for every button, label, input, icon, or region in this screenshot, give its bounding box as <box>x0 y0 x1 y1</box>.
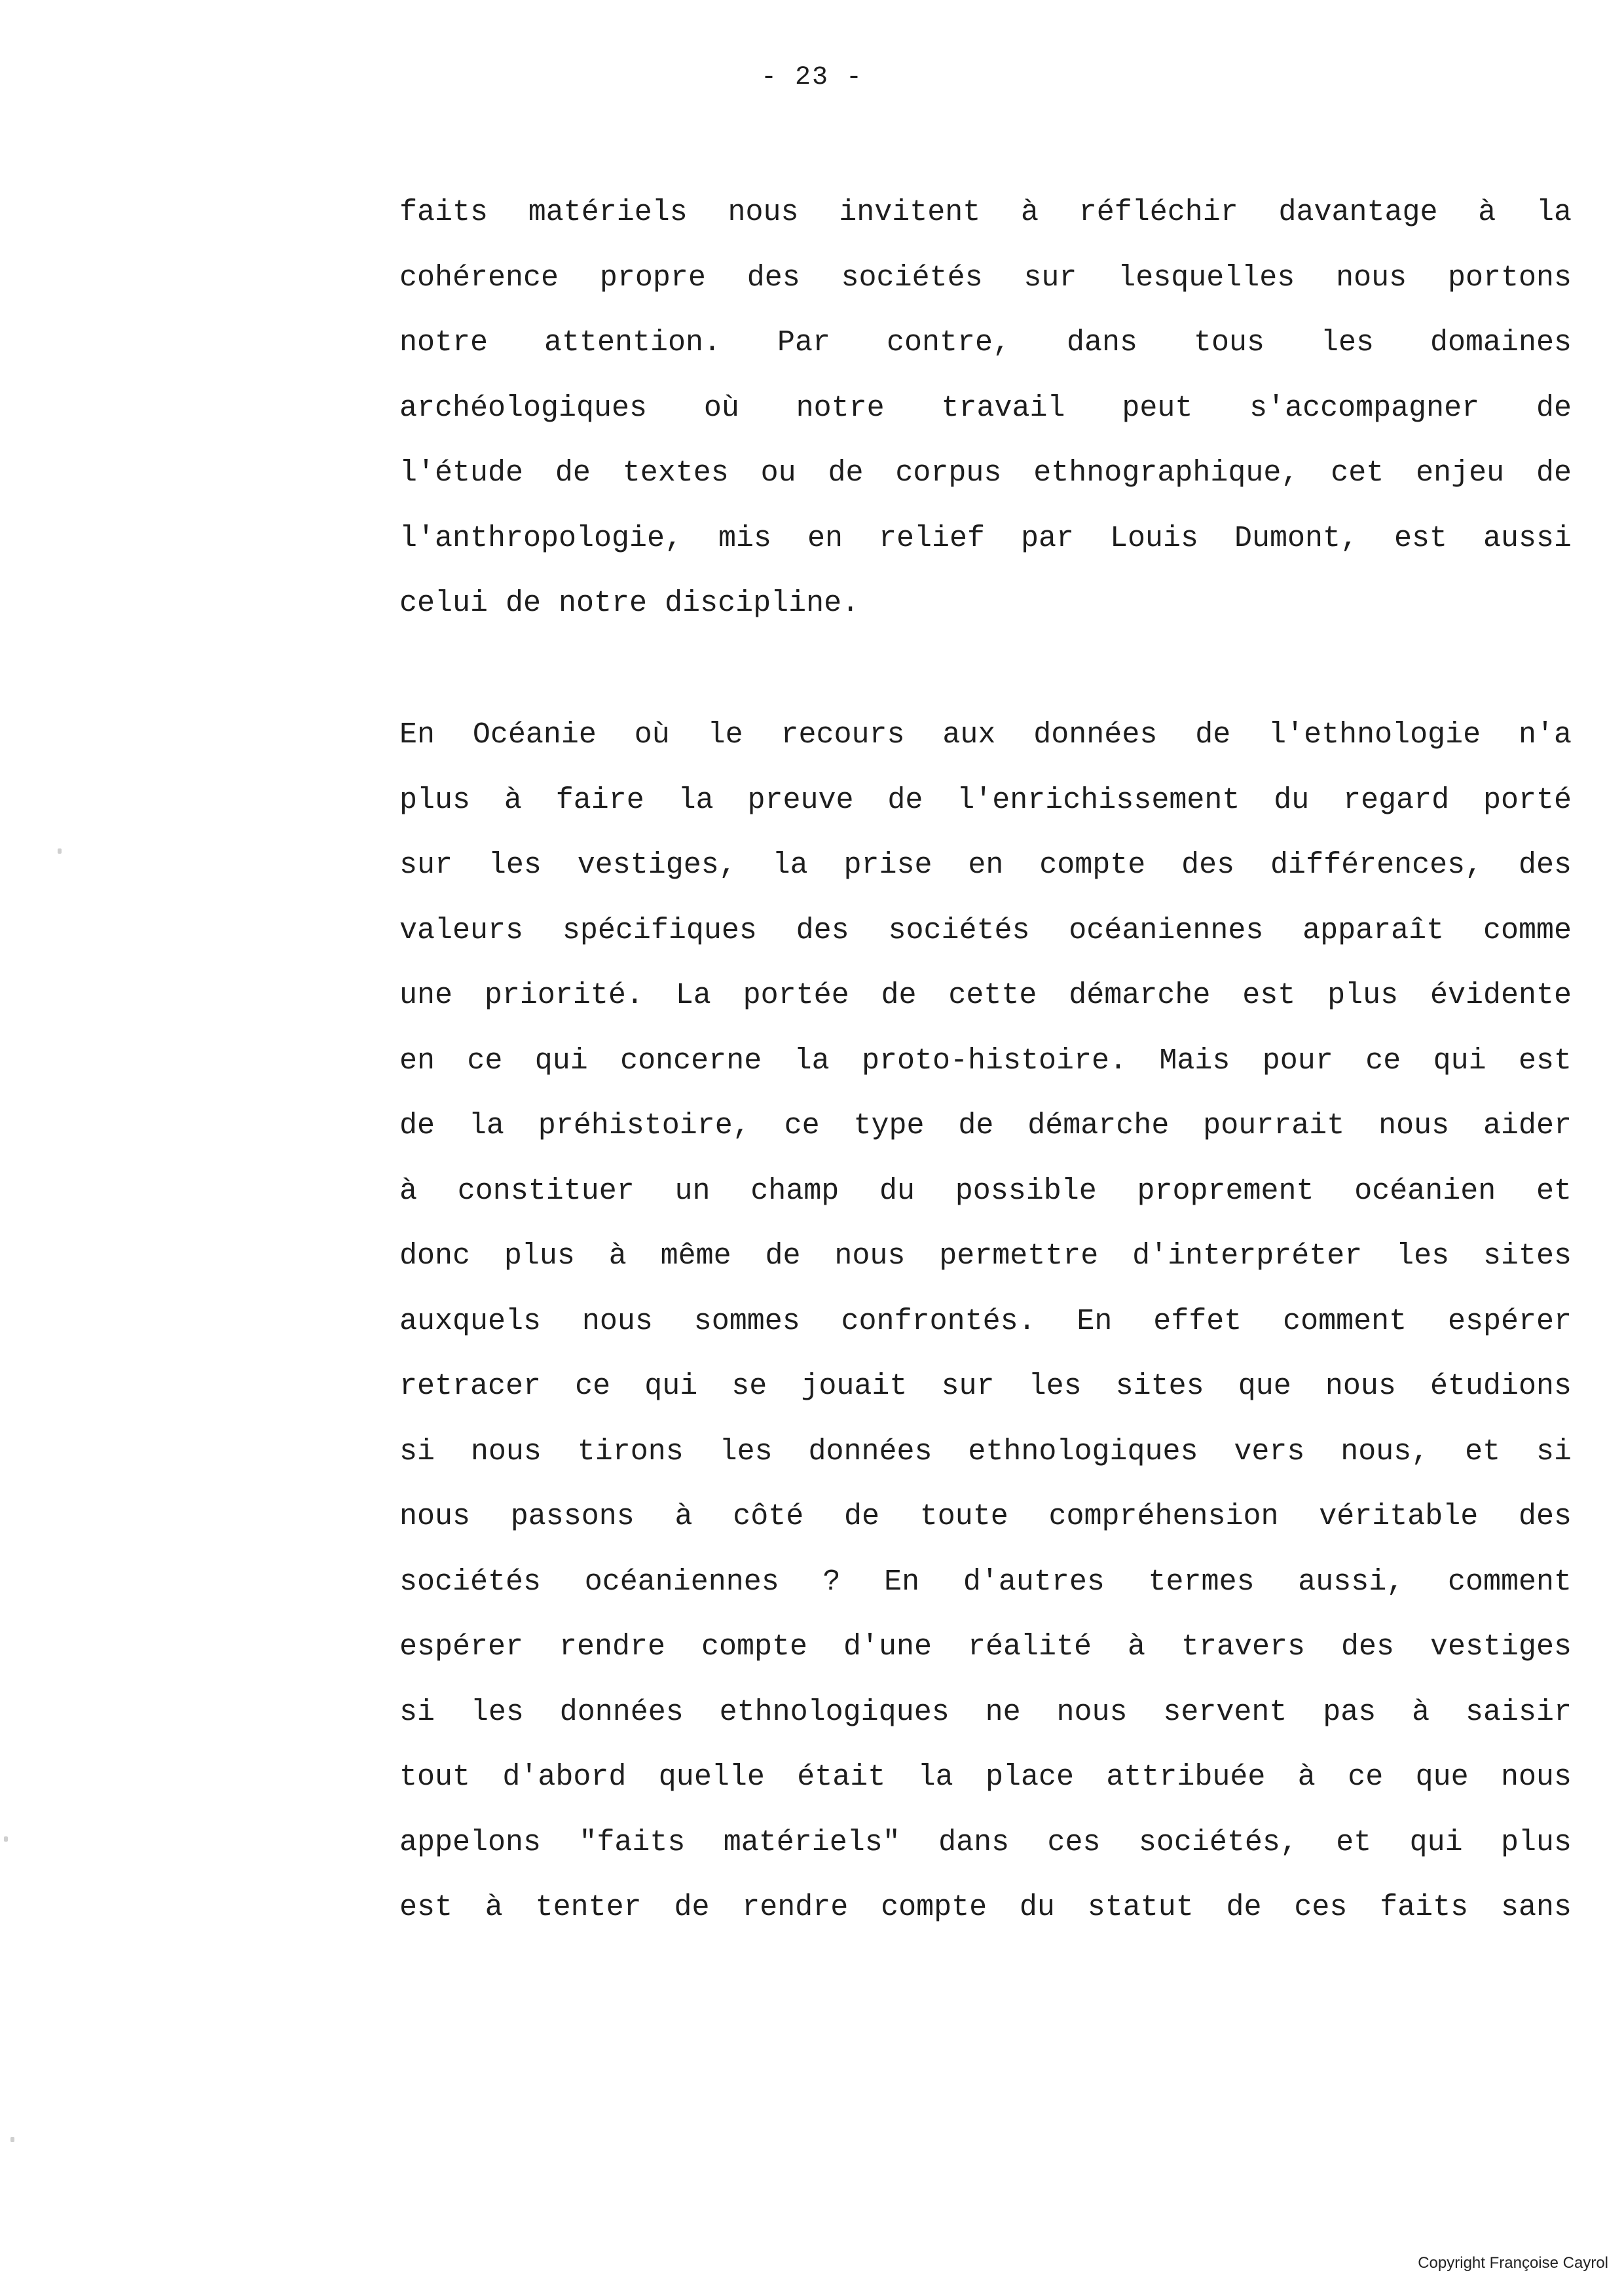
text-line: retracer ce qui se jouait sur les sites que nous étudions <box>399 1370 1572 1403</box>
text-line: si nous tirons les données ethnologiques vers nous, et si <box>399 1434 1572 1468</box>
text-line: si les données ethnologiques ne nous servent pas à saisir <box>399 1695 1572 1729</box>
text-line: l'anthropologie, mis en relief par Louis Dumont, est aussi <box>399 521 1572 555</box>
text-line: en ce qui concerne la proto-histoire. Mais pour ce qui est <box>399 1044 1572 1078</box>
copyright-notice: Copyright Françoise Cayrol <box>1418 2254 1608 2272</box>
text-line: celui de notre discipline. <box>399 587 860 620</box>
text-line: valeurs spécifiques des sociétés océaniennes apparaît comme <box>399 913 1572 947</box>
text-line: de la préhistoire, ce type de démarche pourrait nous aider <box>399 1109 1572 1142</box>
text-line: archéologiques où notre travail peut s'accompagner de <box>399 391 1572 425</box>
text-line: nous passons à côté de toute compréhension véritable des <box>399 1500 1572 1533</box>
scan-speck <box>10 2137 14 2142</box>
text-line: En Océanie où le recours aux données de l'ethnologie n'a <box>399 718 1572 752</box>
text-line: faits matériels nous invitent à réfléchir davantage à la <box>399 196 1572 229</box>
text-line: plus à faire la preuve de l'enrichissement du regard porté <box>399 783 1572 817</box>
text-line: sociétés océaniennes ? En d'autres termes aussi, comment <box>399 1565 1572 1599</box>
text-line: espérer rendre compte d'une réalité à travers des vestiges <box>399 1630 1572 1664</box>
text-line: appelons "faits matériels" dans ces sociétés, et qui plus <box>399 1825 1572 1859</box>
text-line: est à tenter de rendre compte du statut de ces faits sans <box>399 1891 1572 1924</box>
text-line: une priorité. La portée de cette démarche est plus évidente <box>399 979 1572 1012</box>
text-line: auxquels nous sommes confrontés. En effet comment espérer <box>399 1304 1572 1338</box>
scan-speck <box>58 848 62 854</box>
text-line: donc plus à même de nous permettre d'interpréter les sites <box>399 1239 1572 1273</box>
text-line: notre attention. Par contre, dans tous les domaines <box>399 326 1572 359</box>
text-line: l'étude de textes ou de corpus ethnographique, cet enjeu de <box>399 456 1572 490</box>
text-line: sur les vestiges, la prise en compte des différences, des <box>399 848 1572 882</box>
paragraph-2 <box>399 702 1572 1941</box>
text-line: à constituer un champ du possible proprement océanien et <box>399 1174 1572 1208</box>
scan-speck <box>4 1836 8 1842</box>
paragraph-1 <box>399 180 1572 636</box>
text-line: tout d'abord quelle était la place attribuée à ce que nous <box>399 1760 1572 1794</box>
text-line: cohérence propre des sociétés sur lesquelles nous portons <box>399 261 1572 295</box>
page-number: - 23 - <box>760 63 864 92</box>
